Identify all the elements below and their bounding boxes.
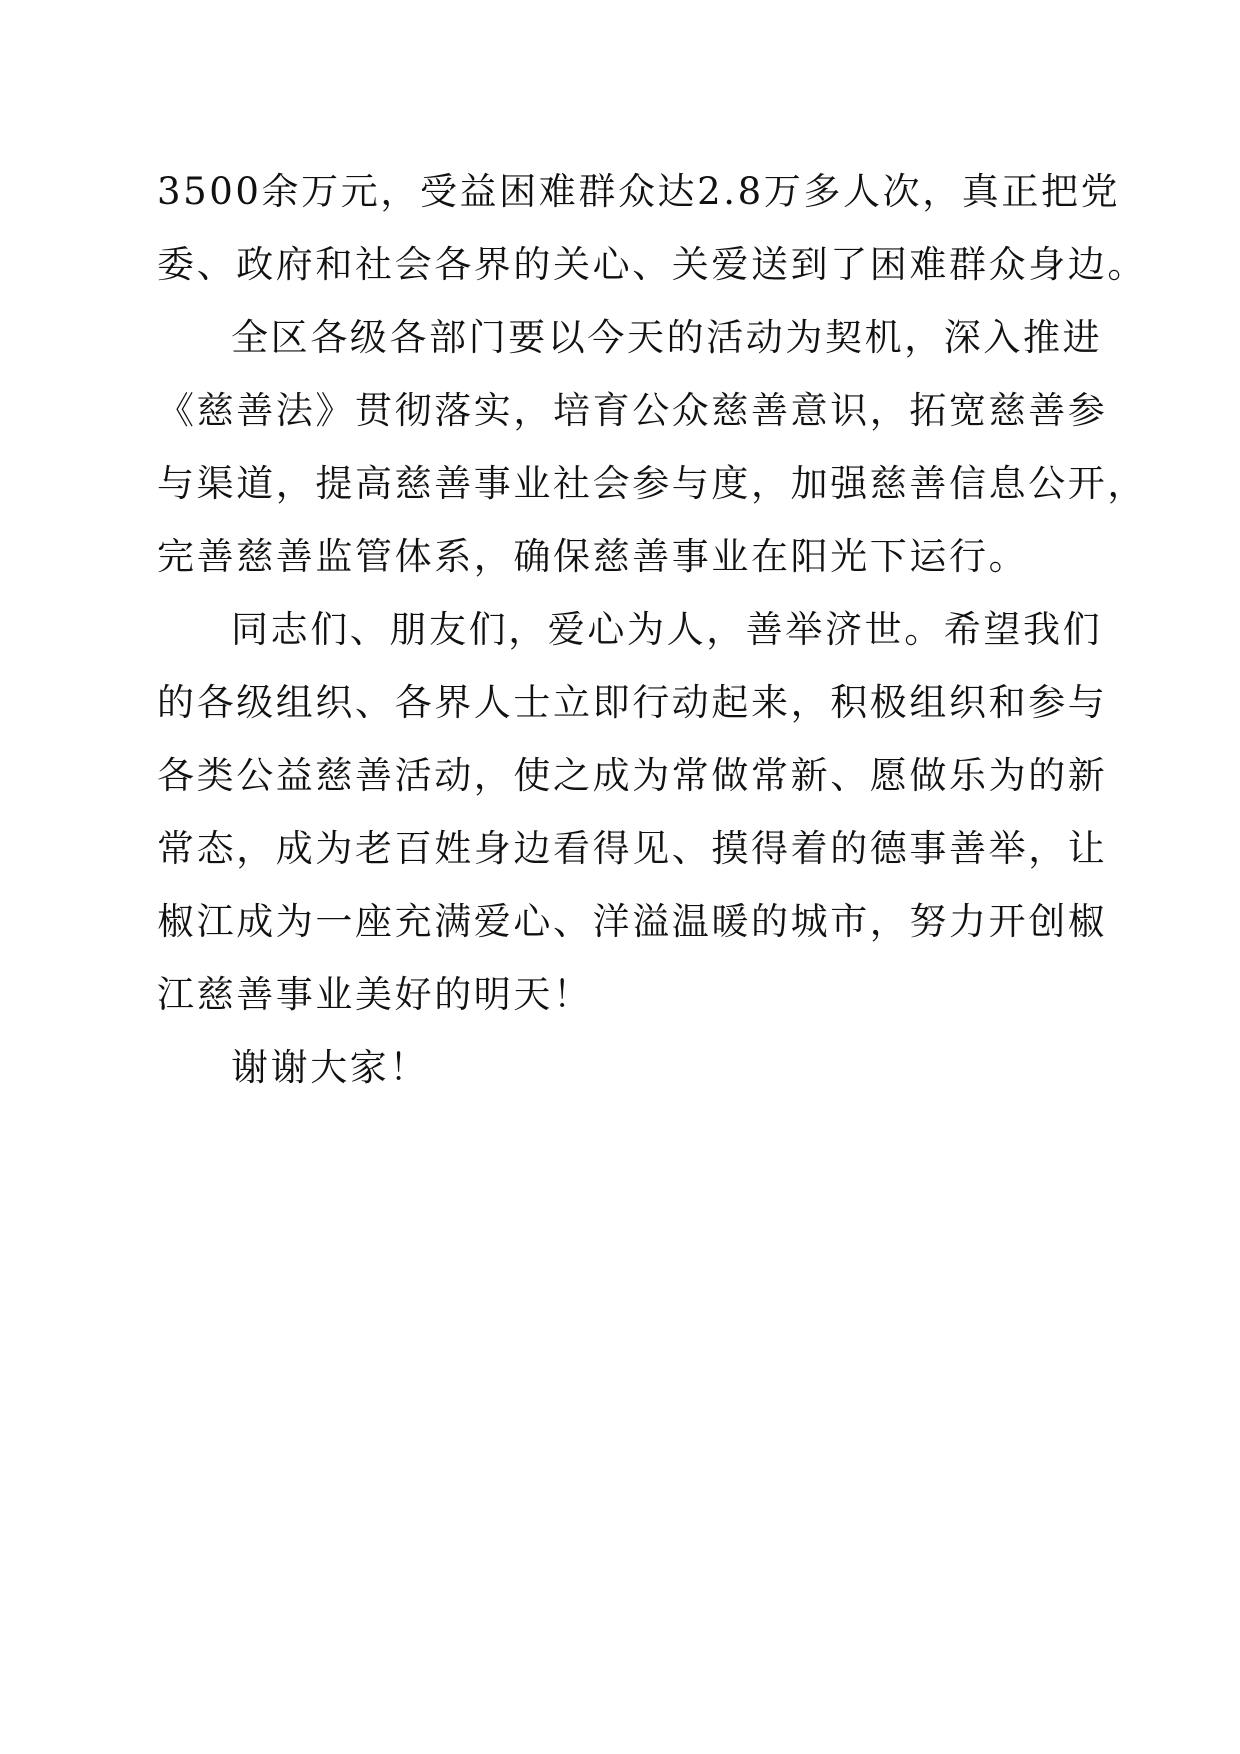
text-line: 江慈善事业美好的明天！ — [157, 973, 593, 1016]
text-line: 常态，成为老百姓身边看得见、摸得着的德事善举，让 — [157, 827, 1108, 870]
paragraph-1 — [157, 155, 1147, 301]
text-line: 谢谢大家！ — [231, 1046, 429, 1089]
text-line: 与渠道，提高慈善事业社会参与度，加强慈善信息公开， — [157, 462, 1147, 505]
paragraph-2 — [157, 301, 1147, 593]
document-body — [157, 155, 1147, 1104]
text-line: 3500余万元，受益困难群众达2.8万多人次，真正把党 — [157, 170, 1121, 213]
text-line: 同志们、朋友们，爱心为人，善举济世。希望我们 — [231, 608, 1103, 651]
paragraph-4 — [157, 1031, 1057, 1104]
text-line: 的各级组织、各界人士立即行动起来，积极组织和参与 — [157, 681, 1108, 724]
text-line: 完善慈善监管体系，确保慈善事业在阳光下运行。 — [157, 535, 1029, 578]
text-line: 椒江成为一座充满爱心、洋溢温暖的城市，努力开创椒 — [157, 900, 1108, 943]
text-line: 全区各级各部门要以今天的活动为契机，深入推进 — [231, 316, 1103, 359]
text-line: 委、政府和社会各界的关心、关爱送到了困难群众身边。 — [157, 243, 1147, 286]
paragraph-3 — [157, 593, 1108, 1031]
text-line: 《慈善法》贯彻落实，培育公众慈善意识，拓宽慈善参 — [157, 389, 1108, 432]
text-line: 各类公益慈善活动，使之成为常做常新、愿做乐为的新 — [157, 754, 1108, 797]
